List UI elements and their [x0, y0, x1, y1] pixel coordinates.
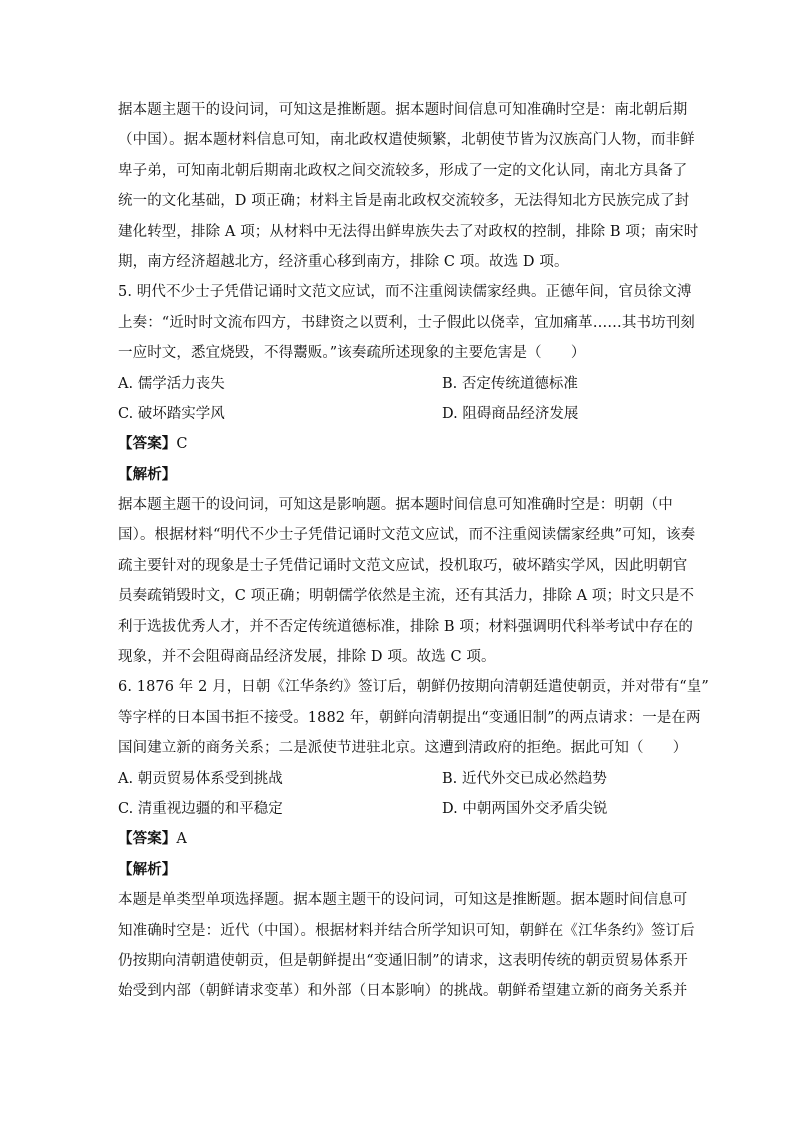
q5-options-row-1: [118, 369, 678, 399]
page-content: [118, 95, 709, 1007]
q5-option-d: D. 阻碍商品经济发展: [442, 405, 579, 422]
answer-value: A: [176, 831, 187, 848]
q5-analysis-line: 疏主要针对的现象是士子凭借记诵时文范文应试，投机取巧，破坏踏实学风，因此明朝官: [118, 557, 688, 574]
q4-analysis-line: 卑子弟，可知南北朝后期南北政权之间交流较多，形成了一定的文化认同，南北方具备了: [118, 162, 688, 179]
answer-value: C: [176, 436, 188, 453]
q5-answer: [118, 429, 678, 459]
q5-analysis-line: 员奏疏销毁时文，C 项正确；明朝儒学依然是主流，还有其活力，排除 A 项；时文只是不: [118, 588, 695, 605]
q6-options-row-1: [118, 764, 678, 794]
q6-analysis-label: 【解析】: [118, 860, 177, 878]
q6-analysis-line: 本题是单类型单项选择题。据本题主题干的设问词，可知这是推断题。据本题时间信息可: [118, 892, 688, 909]
q6-stem-line: 国间建立新的商务关系；二是派使节进驻北京。这遭到清政府的拒绝。据此可知（ ）: [118, 740, 688, 757]
q5-option-a: A. 儒学活力丧失: [118, 375, 225, 392]
q6-option-c: C. 清重视边疆的和平稳定: [118, 800, 283, 817]
q6-option-a: A. 朝贡贸易体系受到挑战: [118, 770, 283, 787]
q4-analysis-line: 期，南方经济超越北方，经济重心移到南方，排除 C 项。故选 D 项。: [118, 253, 569, 270]
q4-analysis-line: （中国）。据本题材料信息可知，南北政权遣使频繁，北朝使节皆为汉族高门人物，而非鲜: [118, 132, 695, 149]
q5-analysis-line: 国）。根据材料“明代不少士子凭借记诵时文范文应试，而不注重阅读儒家经典”可知，该奏: [118, 527, 696, 544]
answer-label: 【答案】: [118, 435, 177, 453]
q5-analysis-line: 据本题主题干的设问词，可知这是影响题。据本题时间信息可知准确时空是：明朝（中: [118, 497, 673, 514]
q6-stem-line: 等字样的日本国书拒不接受。1882 年，朝鲜向清朝提出“变通旧制”的两点请求：一是在两: [118, 709, 701, 726]
q5-analysis-label: 【解析】: [118, 465, 177, 483]
q6-stem-line: 6. 1876 年 2 月，日朝《江华条约》签订后，朝鲜仍按期向清朝廷遣使朝贡，并对带有“皇”: [118, 679, 709, 696]
q5-options-row-2: [118, 399, 678, 429]
q6-option-d: D. 中朝两国外交矛盾尖锐: [442, 800, 608, 817]
q6-answer: [118, 824, 678, 854]
q4-analysis-line: 统一的文化基础，D 项正确；材料主旨是南北政权交流较多，无法得知北方民族完成了封: [118, 193, 690, 210]
q5-stem-line: 一应时文，悉宜烧毁，不得鬻贩。”该奏疏所述现象的主要危害是（ ）: [118, 345, 586, 362]
q6-analysis-line: 始受到内部（朝鲜请求变革）和外部（日本影响）的挑战。朝鲜希望建立新的商务关系并: [118, 983, 688, 1000]
q4-analysis-line: 建化转型，排除 A 项；从材料中无法得出鲜卑族失去了对政权的控制，排除 B 项；南宋时: [118, 223, 699, 240]
q4-analysis-line: 据本题主题干的设问词，可知这是推断题。据本题时间信息可知准确时空是：南北朝后期: [118, 102, 688, 118]
q6-option-b: B. 近代外交已成必然趋势: [442, 770, 607, 787]
q5-stem-line: 上奏：“近时时文流布四方，书肆资之以贾利，士子假此以侥幸，宜加痛革……其书坊刊刻: [118, 314, 695, 331]
q6-options-row-2: [118, 794, 678, 824]
q5-stem-line: 5. 明代不少士子凭借记诵时文范文应试，而不注重阅读儒家经典。正德年间，官员徐文溥: [118, 284, 692, 301]
q5-analysis-line: 利于选拔优秀人才，并不否定传统道德标准，排除 B 项；材料强调明代科举考试中存在的: [118, 618, 693, 635]
q6-analysis-line: 仍按期向清朝遣使朝贡，但是朝鲜提出“变通旧制”的请求，这表明传统的朝贡贸易体系开: [118, 952, 688, 969]
q5-analysis-line: 现象，并不会阻碍商品经济发展，排除 D 项。故选 C 项。: [118, 649, 496, 666]
q5-option-c: C. 破坏踏实学风: [118, 405, 225, 422]
q6-analysis-line: 知准确时空是：近代（中国）。根据材料并结合所学知识可知，朝鲜在《江华条约》签订后: [118, 922, 695, 939]
answer-label: 【答案】: [118, 830, 177, 848]
q5-option-b: B. 否定传统道德标准: [442, 375, 578, 392]
